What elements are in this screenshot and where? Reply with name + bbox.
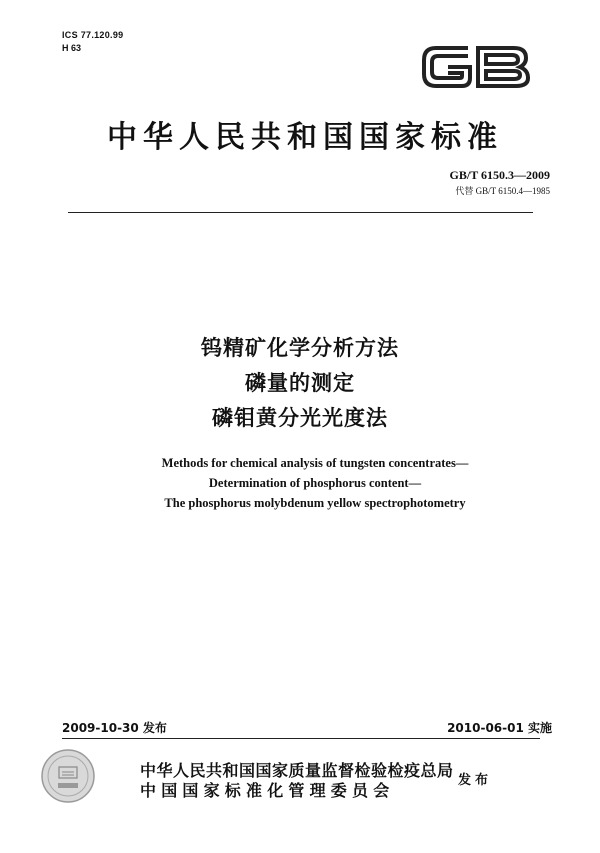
national-standard-title: 中华人民共和国国家标准 <box>107 120 503 155</box>
ics-code: ICS 77.120.99 <box>62 30 124 40</box>
gb-logo-icon <box>418 40 533 94</box>
bottom-divider <box>62 738 540 739</box>
gb-logo <box>418 40 533 94</box>
title-en-line-3: The phosphorus molybdenum yellow spectrophotometry <box>164 496 466 510</box>
title-en-line-1: Methods for chemical analysis of tungsten concentrates— <box>161 456 469 470</box>
classification-code: H 63 <box>62 43 82 53</box>
title-cn-line-2: 磷量的测定 <box>245 371 355 395</box>
issuer-line-2: 中国国家标准化管理委员会 <box>140 781 395 800</box>
anti-counterfeit-seal <box>40 748 96 804</box>
issuer-line-1: 中华人民共和国国家质量监督检验检疫总局 <box>140 761 454 780</box>
issue-date: 2009-10-30 发布 <box>62 721 167 735</box>
title-en-line-2: Determination of phosphorus content— <box>208 476 422 490</box>
top-divider <box>68 212 533 213</box>
replaces-standard: 代替 GB/T 6150.4—1985 <box>455 186 550 196</box>
title-cn-line-3: 磷钼黄分光光度法 <box>212 406 388 430</box>
seal-icon <box>40 748 96 804</box>
standard-number: GB/T 6150.3—2009 <box>449 168 550 182</box>
implementation-date: 2010-06-01 实施 <box>447 721 552 735</box>
title-cn-line-1: 钨精矿化学分析方法 <box>201 336 399 360</box>
publish-label: 发布 <box>458 773 493 788</box>
